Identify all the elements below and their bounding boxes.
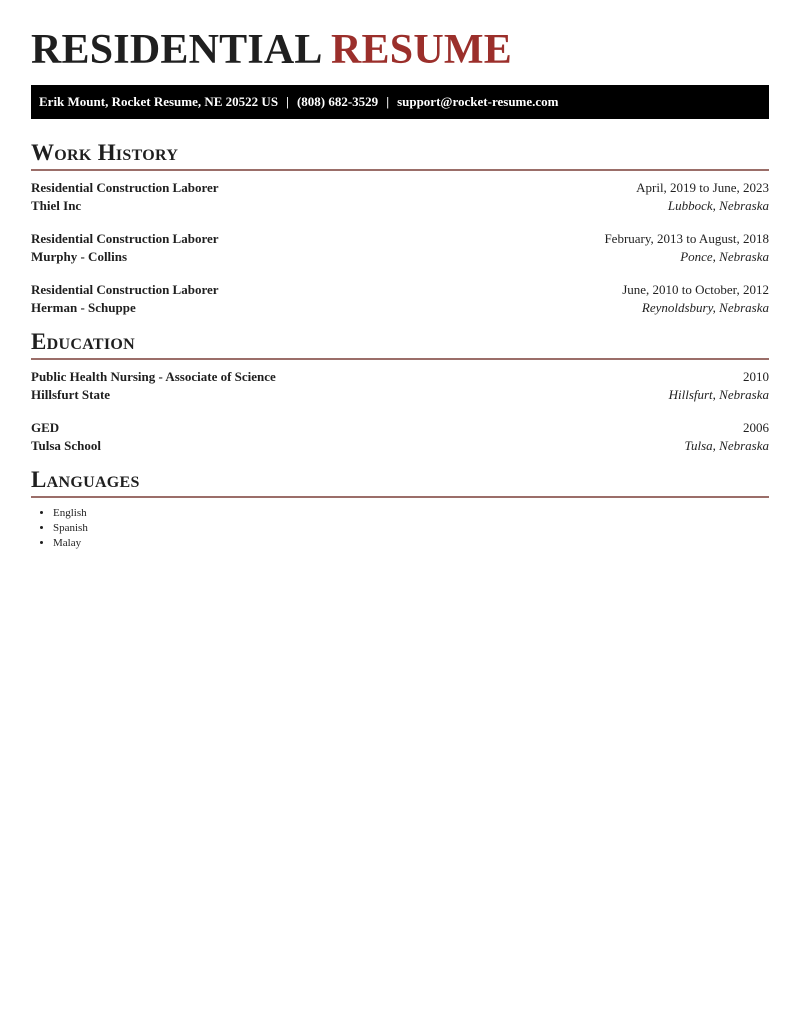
work-history-heading: Work History (31, 141, 769, 171)
work-entry (31, 230, 769, 265)
language-item: • Spanish (53, 521, 769, 536)
languages-heading: Languages (31, 468, 769, 498)
school-location: Hillsfurt, Nebraska (668, 386, 769, 402)
company-name: Thiel Inc (31, 197, 82, 213)
contact-bar (31, 85, 769, 119)
education-entry (31, 368, 769, 403)
education-heading: Education (31, 330, 769, 360)
school-name: Hillsfurt State (31, 386, 111, 402)
work-history-list (31, 171, 769, 316)
job-dates: February, 2013 to August, 2018 (604, 231, 769, 246)
contact-separator: | (386, 94, 390, 109)
job-dates: April, 2019 to June, 2023 (636, 180, 769, 195)
language-item: • Malay (53, 536, 769, 551)
education-list (31, 360, 769, 454)
resume-page (31, 0, 769, 551)
degree-name: GED (31, 420, 60, 435)
title-part-resume: RESUME (331, 27, 512, 73)
company-name: Herman - Schuppe (31, 299, 136, 315)
contact-phone: (808) 682-3529 (296, 94, 379, 109)
language-item: • English (53, 506, 769, 521)
title-part-residential: RESIDENTIAL (31, 27, 321, 73)
contact-email: support@rocket-resume.com (397, 94, 559, 109)
school-location: Tulsa, Nebraska (684, 437, 769, 453)
resume-title (31, 0, 769, 85)
work-entry (31, 179, 769, 214)
job-dates: June, 2010 to October, 2012 (622, 282, 769, 297)
graduation-year: 2006 (743, 420, 769, 435)
languages-section (31, 468, 769, 551)
job-location: Ponce, Nebraska (680, 248, 769, 264)
job-location: Reynoldsbury, Nebraska (641, 299, 769, 315)
languages-list (31, 506, 769, 551)
education-section (31, 330, 769, 454)
job-title: Residential Construction Laborer (31, 231, 219, 246)
education-entry (31, 419, 769, 454)
company-name: Murphy - Collins (31, 248, 128, 264)
degree-name: Public Health Nursing - Associate of Science (31, 369, 276, 384)
school-name: Tulsa School (31, 437, 101, 453)
contact-separator: | (286, 94, 289, 109)
job-title: Residential Construction Laborer (31, 180, 219, 195)
work-history-section (31, 141, 769, 316)
graduation-year: 2010 (743, 369, 769, 384)
contact-address: Erik Mount, Rocket Resume, NE 20522 US (39, 94, 279, 109)
job-location: Lubbock, Nebraska (667, 197, 769, 213)
job-title: Residential Construction Laborer (31, 282, 219, 297)
work-entry (31, 281, 769, 316)
